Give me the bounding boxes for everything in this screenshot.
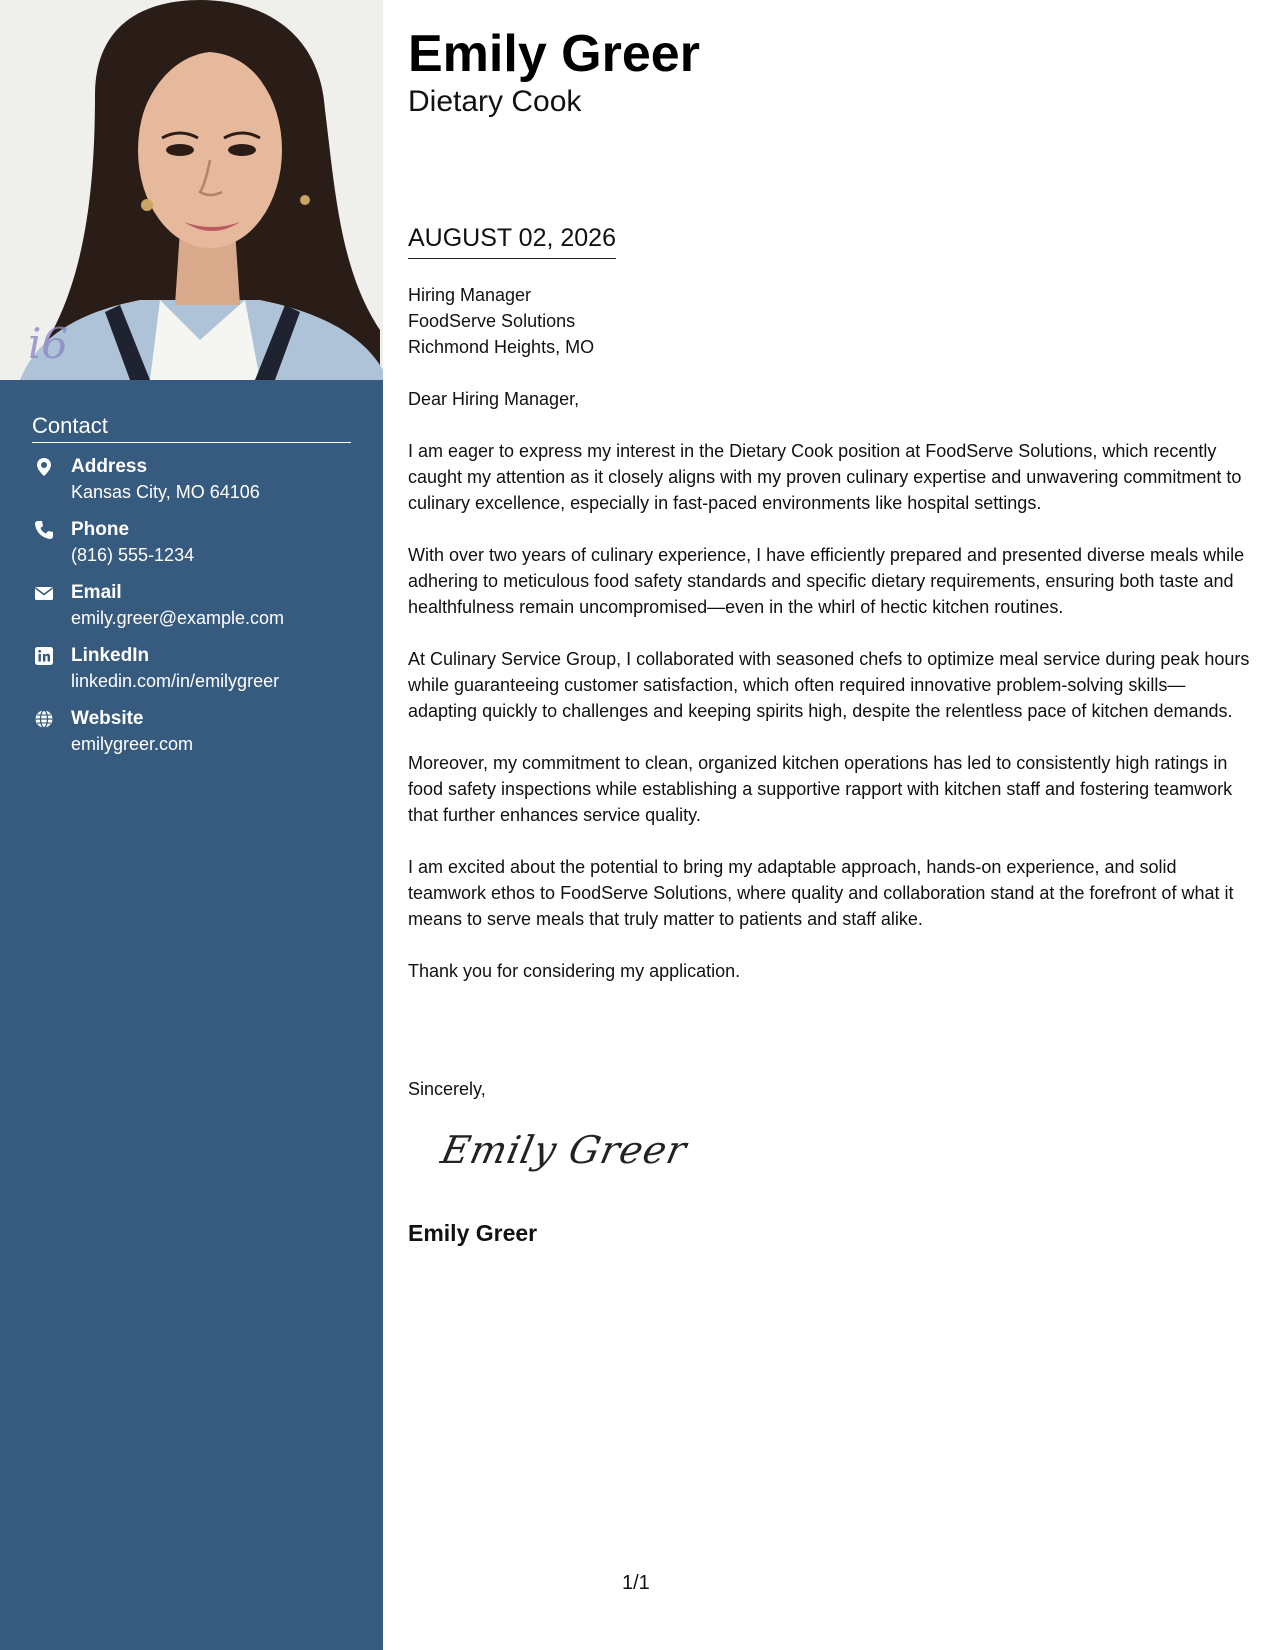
contact-label-email: Email	[71, 582, 122, 603]
contact-email	[32, 581, 351, 644]
recipient-block	[408, 282, 1253, 360]
letter-paragraph: At Culinary Service Group, I collaborated with seasoned chefs to optimize meal service during peak hours while guaranteeing customer satisfaction, which often required innovative problem-solving skills—adapting quickly to challenges and keeping spirits high, despite the relentless pace of kitchen demands.	[408, 649, 1250, 721]
linkedin-icon	[34, 646, 54, 666]
contact-label-website: Website	[71, 708, 144, 729]
contact-value-email[interactable]: emily.greer@example.com	[71, 608, 285, 628]
contact-value-phone[interactable]: (816) 555-1234	[71, 545, 195, 565]
photo-watermark: i6	[28, 319, 69, 368]
applicant-name: Emily Greer	[408, 25, 700, 83]
profile-photo	[0, 0, 383, 380]
signed-name: Emily Greer	[408, 1220, 538, 1246]
contact-phone	[32, 518, 351, 581]
contact-heading: Contact	[32, 412, 351, 443]
letter-paragraph: Thank you for considering my application.	[408, 961, 741, 981]
contact-linkedin	[32, 644, 351, 707]
sidebar	[0, 0, 383, 1650]
letter-body	[408, 282, 1253, 1010]
letter-paragraph: I am eager to express my interest in the Dietary Cook position at FoodServe Solutions, which recently caught my attention as it closely aligns with my proven culinary expertise and unwavering commitment to culinary excellence, especially in fast-paced environments like hospital settings.	[408, 441, 1242, 513]
applicant-title: Dietary Cook	[408, 85, 582, 118]
portrait-illustration	[0, 0, 383, 380]
recipient-line: Richmond Heights, MO	[408, 337, 595, 357]
page-number: 1/1	[622, 1572, 650, 1594]
recipient-line: FoodServe Solutions	[408, 311, 576, 331]
contact-website	[32, 707, 351, 770]
envelope-icon	[34, 583, 54, 603]
recipient-line: Hiring Manager	[408, 285, 532, 305]
contact-label-linkedin: LinkedIn	[71, 645, 150, 666]
contact-value-website[interactable]: emilygreer.com	[71, 734, 194, 754]
contact-value-address: Kansas City, MO 64106	[71, 482, 260, 502]
closing: Sincerely,	[408, 1079, 486, 1099]
letter-paragraph: I am excited about the potential to bring my adaptable approach, hands-on experience, and solid teamwork ethos to FoodServe Solutions, where quality and collaboration stand at the forefront of what it means to serve meals that truly matter to patients and staff alike.	[408, 857, 1234, 929]
contact-address	[32, 455, 351, 518]
map-pin-icon	[34, 457, 54, 477]
contact-value-linkedin[interactable]: linkedin.com/in/emilygreer	[71, 671, 280, 691]
letter-paragraph: Moreover, my commitment to clean, organized kitchen operations has led to consistently high ratings in food safety inspections while establishing a supportive rapport with kitchen staff and fostering teamwork that further enhances service quality.	[408, 753, 1233, 825]
salutation: Dear Hiring Manager,	[408, 389, 580, 409]
letter-paragraph: With over two years of culinary experience, I have efficiently prepared and presented diverse meals while adhering to meticulous food safety standards and specific dietary requirements, ensuring both taste and healthfulness remain uncompromised—even in the whirl of hectic kitchen routines.	[408, 545, 1245, 617]
contact-label-phone: Phone	[71, 519, 130, 540]
globe-icon	[34, 709, 54, 729]
handwritten-signature: Emily Greer	[437, 1128, 691, 1172]
contact-section	[32, 412, 351, 770]
contact-label-address: Address	[71, 456, 148, 477]
letter-date: AUGUST 02, 2026	[408, 222, 616, 259]
phone-icon	[34, 520, 54, 540]
